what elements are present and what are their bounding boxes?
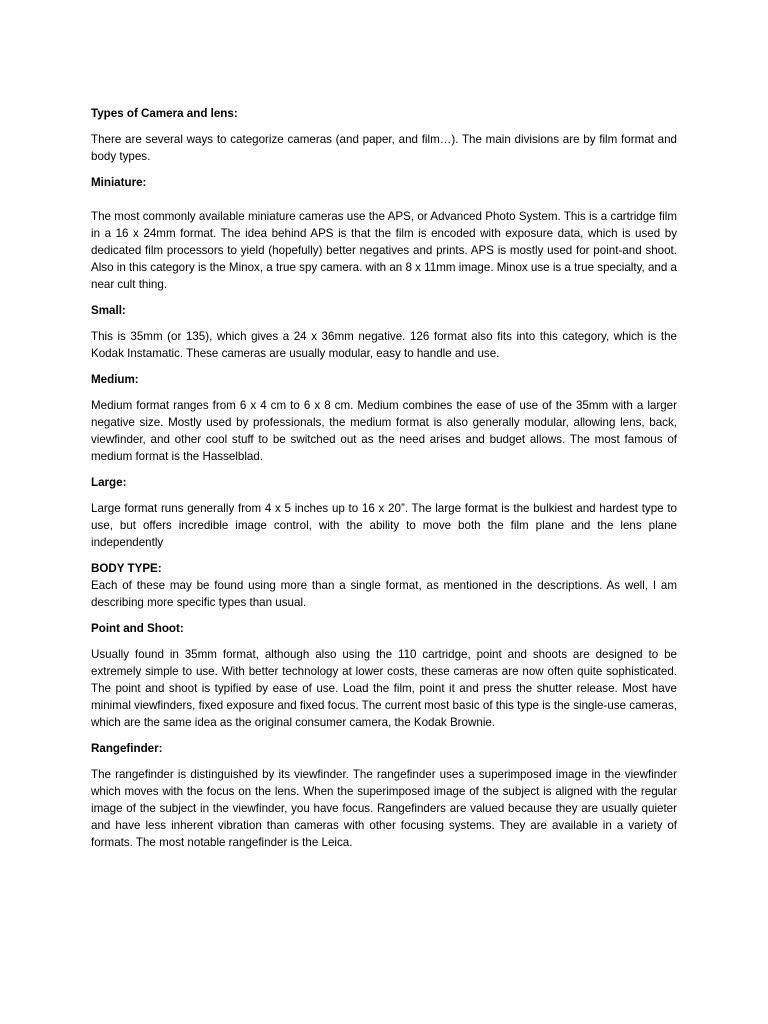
large-heading: Large: [91,476,127,489]
rangefinder-heading: Rangefinder: [91,742,163,755]
small-heading: Small: [91,304,126,317]
intro-paragraph: There are several ways to categorize cameras (and paper, and film…). The main divisions are by film format and body types. [91,133,677,163]
small-paragraph: This is 35mm (or 135), which gives a 24 x 36mm negative. 126 format also fits into this category, which is the Kodak Instamatic. These cameras are usually modular, easy to handle and use. [91,330,677,360]
body-type-paragraph: Each of these may be found using more than a single format, as mentioned in the descriptions. As well, I am describing more specific types than usual. [91,579,677,609]
medium-paragraph: Medium format ranges from 6 x 4 cm to 6 x 8 cm. Medium combines the ease of use of the 35mm with a larger negative size. Mostly used by professionals, the medium format is also generally modular, allowing lens, back, viewfinder, and other cool stuff to be switched out as the need arises and budget allows. The most famous of medium format is the Hasselblad. [91,399,677,463]
point-and-shoot-heading: Point and Shoot: [91,622,184,635]
miniature-paragraph: The most commonly available miniature cameras use the APS, or Advanced Photo System. This is a cartridge film in a 16 x 24mm format. The idea behind APS is that the film is encoded with exposure data, which is used by dedicated film processors to yield (hopefully) better negatives and prints. APS is mostly used for point-and shoot. Also in this category is the Minox, a true spy camera. with an 8 x 11mm image. Minox use is a true specialty, and a near cult thing. [91,210,677,291]
point-and-shoot-paragraph: Usually found in 35mm format, although also using the 110 cartridge, point and shoots are designed to be extremely simple to use. With better technology at lower costs, these cameras are now often quite sophisticated. The point and shoot is typified by ease of use. Load the film, point it and press the shutter release. Most have minimal viewfinders, fixed exposure and fixed focus. The current most basic of this type is the single-use cameras, which are the same idea as the original consumer camera, the Kodak Brownie. [91,648,677,729]
large-paragraph: Large format runs generally from 4 x 5 inches up to 16 x 20”. The large format is the bulkiest and hardest type to use, but offers incredible image control, with the ability to move both the film plane and the lens plane independently [91,502,677,549]
miniature-heading: Miniature: [91,176,147,189]
body-type-heading: BODY TYPE: [91,562,162,575]
medium-heading: Medium: [91,373,139,386]
rangefinder-paragraph: The rangefinder is distinguished by its viewfinder. The rangefinder uses a superimposed image in the viewfinder which moves with the focus on the lens. When the superimposed image of the subject is aligned with the regular image of the subject in the viewfinder, you have focus. Rangefinders are valued because they are usually quieter and have less inherent vibration than cameras with other focusing systems. They are available in a variety of formats. The most notable rangefinder is the Leica. [91,768,677,849]
document-title: Types of Camera and lens: [91,107,238,120]
